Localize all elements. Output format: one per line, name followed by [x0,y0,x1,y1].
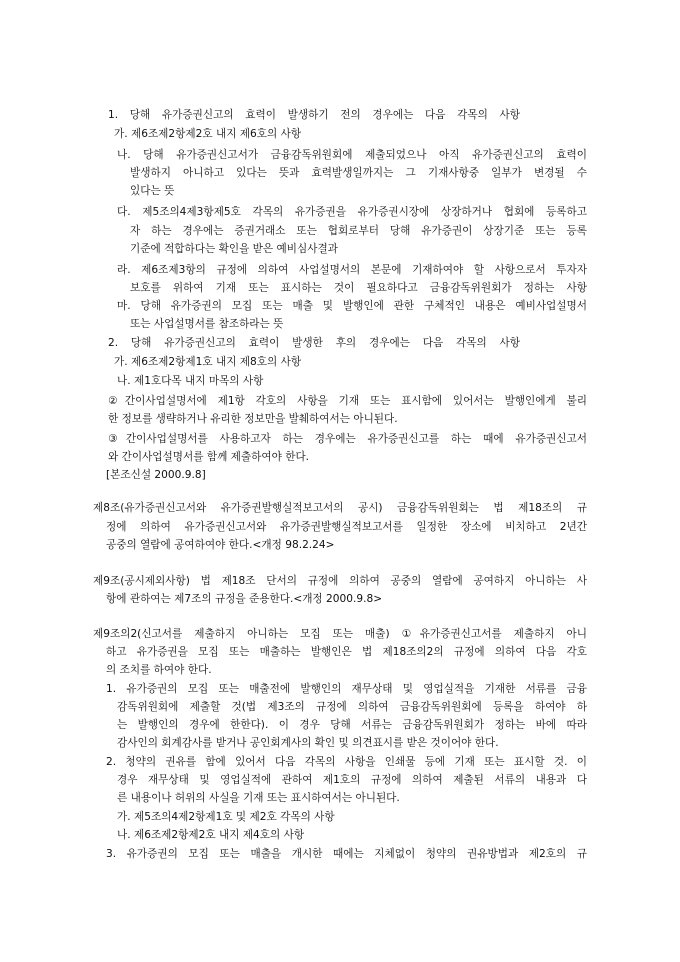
article-9-2-item-2-line-1: 2. 청약의 권유를 함에 있어서 다음 각목의 사항을 인쇄물 등에 기재 또는 표시할 것. 이 [106,756,587,768]
article-9-2-line-2: 하고 유가증권을 모집 또는 매출하는 발행인은 법 제18조의2의 규정에 의하여 다음 각호 [106,646,587,658]
item-1: 1. 당해 유가증권신고의 효력이 발생하기 전의 경우에는 다음 각목의 사항 [108,109,520,121]
item-1-da-line-3: 기준에 적합하다는 확인을 받은 예비심사결과 [130,243,338,255]
item-2: 2. 당해 유가증권신고의 효력이 발생한 후의 경우에는 다음 각목의 사항 [108,337,520,349]
article-9-line-1: 제9조(공시제외사항) 법 제18조 단서의 규정에 의하여 공중의 열람에 공여하지 아니하는 사 [93,575,587,587]
para-3-line-2: 와 간이사업설명서를 함께 제출하여야 한다. [108,451,310,463]
article-8-line-1: 제8조(유가증권신고서와 유가증권발행실적보고서의 공시) 금융감독위원회는 법 제18조의 규 [93,502,587,514]
article-9-2-item-2-na: 나. 제6조제2항제2호 내지 제4호의 사항 [117,829,305,841]
note-established: [본조신설 2000.9.8] [106,469,206,481]
para-2-line-2: 한 정보를 생략하거나 유리한 정보만을 발췌하여서는 아니된다. [108,413,398,425]
item-1-ga: 가. 제6조제2항제2호 내지 제6호의 사항 [114,128,302,140]
item-1-na-line-3: 있다는 뜻 [130,185,175,197]
para-3-line-1: ③간이사업설명서를 사용하고자 하는 경우에는 유가증권신고를 하는 때에 유가증권신고서 [108,433,587,445]
article-9-2-line-1: 제9조의2(신고서를 제출하지 아니하는 모집 또는 매출) ①유가증권신고서를 제출하지 아니 [93,628,587,640]
item-1-da-line-2: 자 하는 경우에는 증권거래소 또는 협회로부터 당해 유가증권이 상장기준 또는 등록 [130,225,587,237]
item-2-ga: 가. 제6조제2항제1호 내지 제8호의 사항 [114,356,302,368]
article-9-2-item-2-ga: 가. 제5조의4제2항제1호 및 제2호 각목의 사항 [117,811,335,823]
article-9-2-item-1-line-3: 는 발행인의 경우에 한한다). 이 경우 당해 서류는 금융감독위원회가 정하는 바에 따라 [117,719,587,731]
item-1-ma-line-2: 또는 사업설명서를 참조하라는 뜻 [130,318,284,330]
item-1-na-line-2: 발생하지 아니하고 있다는 뜻과 효력발생일까지는 그 기재사항중 일부가 변경될 수 [130,167,587,179]
article-9-2-item-1-line-4: 감사인의 회계감사를 받거나 공인회계사의 확인 및 의견표시를 받은 것이어야 한다. [117,737,499,749]
article-8-line-2: 정에 의하여 유가증권신고서와 유가증권발행실적보고서를 일정한 장소에 비치하고 2년간 [106,521,587,533]
item-1-na-line-1: 나. 당해 유가증권신고서가 금융감독위원회에 제출되었으나 아직 유가증권신고의 효력이 [117,149,587,161]
article-9-2-item-2-line-3: 른 내용이나 허위의 사실을 기재 또는 표시하여서는 아니된다. [117,792,400,804]
article-9-2-item-3: 3. 유가증권의 모집 또는 매출을 개시한 때에는 지체없이 청약의 권유방법과 제2호의 규 [106,848,587,860]
article-9-2-line-3: 의 조치를 하여야 한다. [106,664,212,676]
item-1-ma-line-1: 마. 당해 유가증권의 모집 또는 매출 및 발행인에 관한 구체적인 내용은 예비사업설명서 [117,300,587,312]
article-9-2-item-1-line-1: 1. 유가증권의 모집 또는 매출전에 발행인의 재무상태 및 영업실적을 기재한 서류를 금융 [106,683,587,695]
item-2-na: 나. 제1호다목 내지 마목의 사항 [117,375,264,387]
article-8-line-3: 공중의 열람에 공여하여야 한다.<개정 98.2.24> [106,539,335,551]
item-1-ra-line-2: 보호를 위하여 기재 또는 표시하는 것이 필요하다고 금융감독위원회가 정하는 사항 [130,282,587,294]
para-2-line-1: ②간이사업설명서에 제1항 각호의 사항을 기재 또는 표시함에 있어서는 발행인에게 불리 [108,395,587,407]
article-9-2-item-2-line-2: 경우 재무상태 및 영업실적에 관하여 제1호의 규정에 의하여 제출된 서류의 내용과 다 [117,774,587,786]
article-9-2-item-1-line-2: 감독위원회에 제출할 것(법 제3조의 규정에 의하여 금융감독위원회에 등록을 하여야 하 [117,701,587,713]
item-1-da-line-1: 다. 제5조의4제3항제5호 각목의 유가증권을 유가증권시장에 상장하거나 협회에 등록하고 [117,206,587,218]
item-1-ra-line-1: 라. 제6조제3항의 규정에 의하여 사업설명서의 본문에 기재하여야 할 사항으로서 투자자 [117,264,587,276]
article-9-line-2: 항에 관하여는 제7조의 규정을 준용한다.<개정 2000.9.8> [106,593,383,605]
